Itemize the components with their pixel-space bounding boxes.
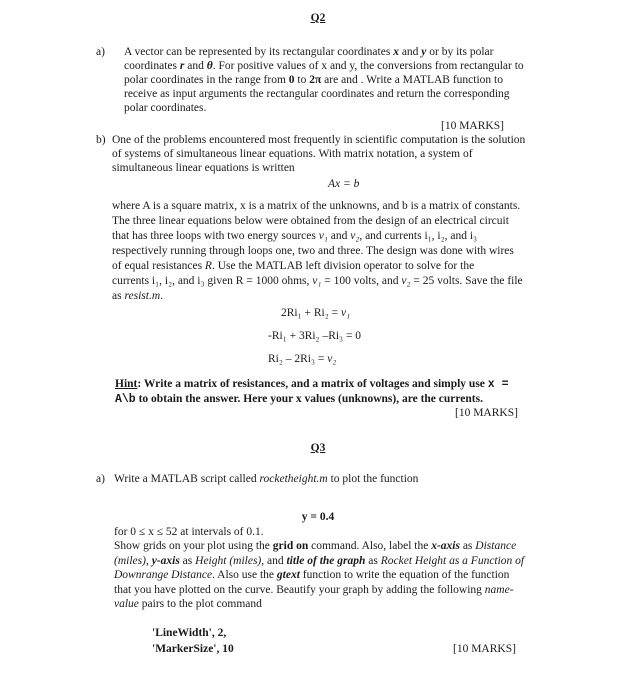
- text-segment: gtext: [276, 569, 300, 581]
- text-segment: title of the graph: [286, 555, 366, 567]
- text-segment: Hint: [115, 378, 138, 390]
- text-segment: Ri₂ – 2Ri₃ =: [268, 353, 328, 365]
- text-segment: y: [421, 46, 427, 58]
- text-segment: b): [96, 134, 106, 146]
- text-segment: 2Ri₁ + Ri₂ =: [281, 307, 341, 319]
- text-segment: θ: [206, 60, 213, 72]
- text-segment: and: [327, 230, 351, 242]
- q2b-line: [112, 200, 520, 213]
- text-segment: [10 MARKS]: [455, 407, 518, 419]
- q2b-line: [112, 162, 295, 175]
- text-segment: r: [179, 60, 185, 72]
- text-segment: of systems of simultaneous linear equations. With matrix notation, a system of: [112, 148, 473, 160]
- name-value-pair: [152, 643, 234, 656]
- text-segment: coordinates: [124, 60, 180, 72]
- text-segment: Write a MATLAB script called: [114, 473, 260, 485]
- q2b-line: [112, 260, 474, 273]
- text-segment: . Use the MATLAB left division operator to solve for the: [211, 260, 475, 272]
- text-segment: R: [204, 260, 212, 272]
- text-segment: name-: [484, 584, 514, 596]
- text-segment: Rocket Height as a Function of: [380, 555, 525, 567]
- q3a-line: [114, 569, 509, 582]
- text-segment: x =: [487, 378, 509, 391]
- text-segment: rocketheight.m: [259, 473, 328, 485]
- text-segment: to obtain the answer. Here your x values (unknowns), are the currents.: [135, 393, 483, 405]
- text-segment: Q2: [310, 12, 326, 24]
- marks-label: [453, 643, 516, 656]
- equation-1: [281, 307, 350, 320]
- text-segment: = 100 volts, and: [321, 275, 402, 287]
- text-segment: pairs to the plot command: [138, 598, 262, 610]
- text-segment: as: [179, 555, 196, 567]
- text-segment: [10 MARKS]: [453, 643, 516, 655]
- q3a-line: [114, 473, 418, 486]
- text-segment: that has three loops with two energy sources: [112, 230, 319, 242]
- equation-y: [302, 511, 334, 524]
- text-segment: to: [294, 74, 310, 86]
- q3a-line: [114, 555, 524, 568]
- text-segment: and: [184, 60, 207, 72]
- text-segment: y = 0.4: [301, 511, 335, 523]
- text-segment: .: [160, 290, 164, 302]
- q2a-line: [124, 46, 493, 59]
- hint-line: [115, 378, 509, 391]
- equation-2: [268, 330, 361, 343]
- text-segment: where A is a square matrix, x is a matrix of the unknowns, and b is a matrix of constants.: [112, 200, 521, 212]
- q3-heading: [311, 442, 326, 455]
- text-segment: Distance: [475, 540, 517, 552]
- text-segment: y-axis: [151, 555, 180, 567]
- q3a-line: [114, 584, 514, 597]
- text-segment: ,: [145, 555, 152, 567]
- text-segment: of equal resistances: [112, 260, 205, 272]
- text-segment: 'LineWidth', 2,: [152, 627, 227, 639]
- text-segment: : Write a matrix of resistances, and a matrix of voltages and simply use: [137, 378, 488, 390]
- q2b-line: [112, 148, 473, 161]
- text-segment: for 0 ≤ x ≤ 52 at intervals of 0.1.: [114, 526, 264, 538]
- marks-label: [441, 120, 504, 133]
- text-segment: as: [365, 555, 381, 567]
- text-segment: One of the problems encountered most frequently in scientific computation is the solution: [112, 134, 526, 146]
- text-segment: as: [112, 290, 125, 302]
- text-segment: v₂: [327, 353, 337, 365]
- q2-heading: [311, 12, 326, 25]
- text-segment: a): [96, 46, 105, 58]
- text-segment: or by its polar: [426, 46, 494, 58]
- text-segment: respectively running through loops one, two and three. The design was done with wires: [112, 245, 514, 257]
- text-segment: v₂: [401, 275, 411, 287]
- part-b-label: [96, 134, 106, 147]
- q2a-line: [124, 88, 510, 101]
- equation-3: [268, 353, 336, 366]
- text-segment: v₂: [350, 230, 360, 242]
- text-segment: currents i₁, i₂, and i₃ given R = 1000 ohms,: [112, 275, 313, 287]
- text-segment: A vector can be represented by its rectangular coordinates: [124, 46, 394, 58]
- q2a-line: [124, 102, 206, 115]
- text-segment: 2π: [309, 74, 322, 86]
- text-segment: -Ri₁ + 3Ri₂ –Ri₃ = 0: [268, 330, 362, 342]
- text-segment: 0: [288, 74, 295, 86]
- text-segment: grid on: [272, 540, 309, 552]
- text-segment: v₁: [312, 275, 322, 287]
- text-segment: resist.m: [124, 290, 161, 302]
- q2b-line: [112, 230, 477, 243]
- name-value-pair: [152, 627, 226, 640]
- text-segment: simultaneous linear equations is written: [112, 162, 295, 174]
- q2a-line: [124, 74, 503, 87]
- text-segment: v₁: [318, 230, 328, 242]
- text-segment: = 25 volts. Save the file: [410, 275, 523, 287]
- q2b-line: [112, 134, 525, 147]
- text-segment: . For positive values of x and y, the conversions from rectangular to: [212, 60, 524, 72]
- text-segment: (miles): [114, 555, 146, 567]
- text-segment: v₁: [340, 307, 351, 319]
- part-a-label: [96, 473, 105, 486]
- text-segment: [10 MARKS]: [441, 120, 504, 132]
- text-segment: value: [114, 598, 139, 610]
- equation-axb: [328, 178, 359, 191]
- text-segment: command. Also, label the: [308, 540, 432, 552]
- text-segment: function to write the equation of the function: [299, 569, 510, 581]
- q2b-line: [112, 215, 509, 228]
- q3a-line: [114, 540, 516, 553]
- q3a-line: [114, 526, 264, 539]
- text-segment: 'MarkerSize', 10: [152, 643, 234, 655]
- q3a-line: [114, 598, 262, 611]
- text-segment: Downrange Distance: [114, 569, 213, 581]
- text-segment: Ax = b: [328, 178, 360, 190]
- text-segment: , and currents i₁, i₂, and i₃: [359, 230, 478, 242]
- part-a-label: [96, 46, 105, 59]
- text-segment: x: [393, 46, 399, 58]
- q2a-line: [124, 60, 524, 73]
- text-segment: Q3: [310, 442, 326, 454]
- text-segment: are and . Write a MATLAB function to: [321, 74, 503, 86]
- text-segment: . Also use the: [212, 569, 277, 581]
- q2b-line: [112, 275, 523, 288]
- text-segment: receive as input arguments the rectangular coordinates and return the corresponding: [124, 88, 510, 100]
- q2b-line: [112, 290, 163, 303]
- text-segment: Height (miles): [195, 555, 262, 567]
- text-segment: polar coordinates.: [124, 102, 207, 114]
- text-segment: A\b: [115, 393, 136, 406]
- hint-line: [115, 393, 483, 406]
- q2b-line: [112, 245, 514, 258]
- text-segment: Show grids on your plot using the: [114, 540, 273, 552]
- text-segment: to plot the function: [327, 473, 419, 485]
- text-segment: a): [96, 473, 105, 485]
- text-segment: , and: [261, 555, 287, 567]
- text-segment: and: [398, 46, 422, 58]
- text-segment: The three linear equations below were obtained from the design of an electrical circuit: [112, 215, 509, 227]
- marks-label: [455, 407, 518, 420]
- text-segment: x-axis: [431, 540, 460, 552]
- text-segment: that you have plotted on the curve. Beautify your graph by adding the following: [114, 584, 485, 596]
- text-segment: polar coordinates in the range from: [124, 74, 289, 86]
- text-segment: as: [459, 540, 476, 552]
